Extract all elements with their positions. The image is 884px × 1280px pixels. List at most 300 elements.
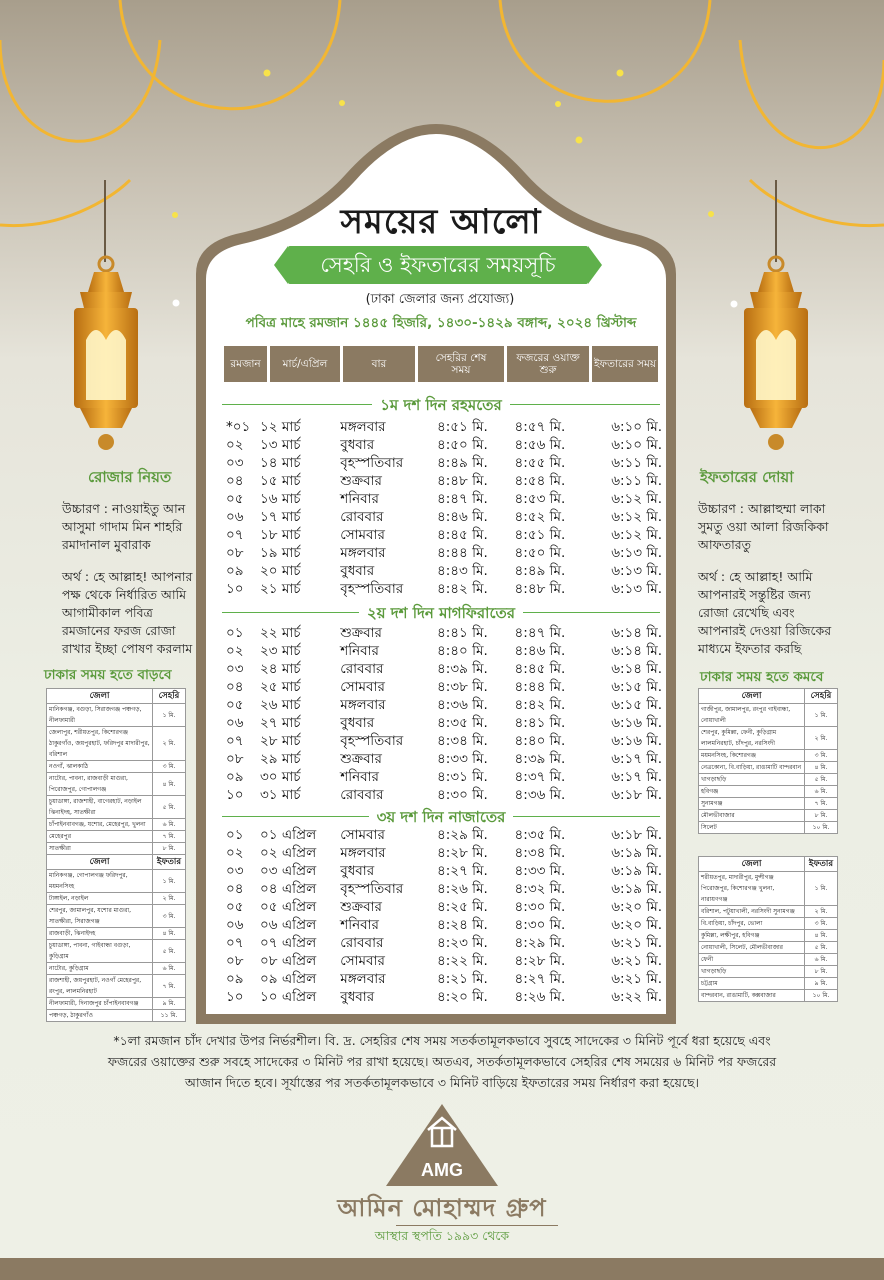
section-heading-1: ১ম দশ দিন রহমতের [222, 394, 660, 414]
district-row [47, 928, 186, 940]
table-cell: ১০ এপ্রিল [260, 989, 317, 1005]
table-cell: ৪:২২ মি. [436, 953, 488, 969]
district-names: নাটোর, পাবনা, রাজবাড়ী মাগুরা, পিরোজপুর, গোপালগঞ্জ [47, 773, 153, 796]
page-title: সময়ের আলো [340, 202, 542, 242]
table-cell: শুক্রবার [340, 899, 382, 915]
table-cell: ৪:৩৪ মি. [436, 733, 488, 749]
table-cell: *০১ [226, 419, 251, 435]
table-cell: ৪:৩৫ মি. [436, 715, 488, 731]
table-cell: রোববার [340, 509, 384, 525]
table-cell: ১৪ মার্চ [260, 455, 301, 471]
table-cell: ৪:৩৮ মি. [436, 679, 488, 695]
district-offset: ৩ মি. [153, 905, 186, 928]
district-row [47, 831, 186, 843]
table-cell: ৪:২০ মি. [436, 989, 488, 1005]
district-names: খাগড়াছড়ি [699, 966, 805, 978]
table-cell: ০২ [226, 437, 244, 453]
svg-text:AMG: AMG [421, 1160, 463, 1180]
niyat-meaning: অর্থ : হে আল্লাহ! আপনার পক্ষ থেকে নির্ধারিত আমি আগামীকাল পবিত্র রমজানের ফরজ রোজা রাখার ইচ্ছা পোষণ করলাম [62, 569, 193, 656]
table-row [222, 768, 662, 786]
table-cell: ০২ [226, 845, 244, 861]
table-cell: ৪:২৯ মি. [436, 827, 488, 843]
dua-title: ইফতারের দোয়া [700, 468, 794, 486]
table-row [222, 454, 662, 472]
district-row [699, 810, 838, 822]
table-cell: ২৪ মার্চ [260, 661, 301, 677]
col-sehri: সেহরির শেষ সময় [418, 346, 504, 382]
table-cell: ৪:৪৯ মি. [514, 563, 566, 579]
table-cell: ৬:২১ মি. [611, 953, 663, 969]
table-cell: ৩০ মার্চ [260, 769, 301, 785]
table-cell: শুক্রবার [340, 751, 382, 767]
district-names: ফেনী [699, 954, 805, 966]
table-row [222, 642, 662, 660]
table-row [222, 714, 662, 732]
table-cell: ৪:৪৬ মি. [436, 509, 488, 525]
district-row [699, 918, 838, 930]
table-cell: ৬:১৫ মি. [611, 679, 663, 695]
table-row [222, 624, 662, 642]
table-cell: ০৩ [226, 863, 244, 879]
table-cell: ৪:৫৬ মি. [514, 437, 566, 453]
table-cell: ৬:১৩ মি. [611, 545, 663, 561]
table-cell: ৪:৩৩ মি. [514, 863, 566, 879]
table-cell: সোমবার [340, 953, 385, 969]
table-cell: ৬:২২ মি. [611, 989, 663, 1005]
table-cell: ২৯ মার্চ [260, 751, 301, 767]
district-offset: ২ মি. [153, 727, 186, 761]
district-names: নীলফামারী, দিনাজপুর চাঁপাইনবাবগঞ্জ [47, 998, 153, 1010]
table-row [222, 786, 662, 804]
table-row [222, 562, 662, 580]
amg-logo-icon [384, 1102, 500, 1188]
table-row [222, 678, 662, 696]
district-row [699, 978, 838, 990]
table-cell: ৬:১২ মি. [611, 491, 663, 507]
table-cell: ২২ মার্চ [260, 625, 301, 641]
table-cell: ১০ [226, 787, 244, 803]
col-iftar: ইফতারের সময় [592, 346, 658, 382]
table-cell: বৃহস্পতিবার [340, 733, 404, 749]
table-row [222, 472, 662, 490]
table-cell: ০৯ [226, 971, 244, 987]
table-cell: ৬:১৯ মি. [611, 863, 663, 879]
table-cell: বুধবার [340, 989, 375, 1005]
table-cell: ৪:৩৩ মি. [436, 751, 488, 767]
table-cell: ৬:১৭ মি. [611, 769, 663, 785]
table-row [222, 750, 662, 768]
dua-text: উচ্চারণ : আল্লাহুম্মা লাকা সুমতু ওয়া আলা রিজকিকা আফতারতু [698, 501, 829, 552]
table-cell: ৬:১৯ মি. [611, 845, 663, 861]
district-names: বান্দরবান, রাঙামাটি, কক্সবাজার [699, 990, 805, 1002]
table-cell: বৃহস্পতিবার [340, 455, 404, 471]
table-cell: ০৩ এপ্রিল [260, 863, 317, 879]
district-names: কুমিল্লা, লক্ষীপুর, হবিগঞ্জ [699, 930, 805, 942]
district-names: নওগাঁ, ঝালকাঠি [47, 761, 153, 773]
table-cell: ৪:৩০ মি. [514, 899, 566, 915]
table-row [222, 826, 662, 844]
district-offset: ৯ মি. [805, 978, 838, 990]
table-cell: ১০ [226, 989, 244, 1005]
table-cell: ৪:৫৪ মি. [514, 473, 566, 489]
table-cell: ২৮ মার্চ [260, 733, 301, 749]
table-cell: ৪:৪৮ মি. [436, 473, 488, 489]
district-row [47, 1010, 186, 1022]
table-cell: ৬:২০ মি. [611, 899, 663, 915]
table-cell: ৬:২১ মি. [611, 935, 663, 951]
table-cell: ০৮ [226, 751, 244, 767]
district-names: সুনামগঞ্জ [699, 798, 805, 810]
district-row [47, 761, 186, 773]
district-row [47, 905, 186, 928]
table-cell: ৪:৩৯ মি. [514, 751, 566, 767]
table-cell: ৪:৫৫ মি. [514, 455, 566, 471]
subtitle-ribbon: সেহরি ও ইফতারের সময়সূচি [288, 246, 588, 284]
district-row [47, 704, 186, 727]
table-cell: ২০ মার্চ [260, 563, 301, 579]
table-cell: ০৪ [226, 881, 244, 897]
table-cell: ৪:৩০ মি. [514, 917, 566, 933]
table-cell: ৪:৩০ মি. [436, 787, 488, 803]
district-names: মৌলভীবাজার [699, 810, 805, 822]
district-names: রাজবাড়ী, ঝিনাইদহ [47, 928, 153, 940]
table-cell: ০২ এপ্রিল [260, 845, 317, 861]
table-cell: ৪:৩৬ মি. [514, 787, 566, 803]
section-rows-1 [222, 418, 662, 598]
district-offset: ৬ মি. [805, 786, 838, 798]
section-rows-2 [222, 624, 662, 804]
district-row [47, 998, 186, 1010]
table-cell: বৃহস্পতিবার [340, 581, 404, 597]
district-offset: ১ মি. [153, 870, 186, 893]
col-fajr: ফজরের ওয়াক্ত শুরু [507, 346, 589, 382]
table-row [222, 934, 662, 952]
table-row [222, 526, 662, 544]
table-cell: ০৫ [226, 899, 244, 915]
district-offset: ৫ মি. [153, 796, 186, 819]
table-cell: ০৭ [226, 733, 244, 749]
table-cell: ০৮ [226, 545, 244, 561]
table-cell: ২৭ মার্চ [260, 715, 301, 731]
table-cell: ০১ [226, 625, 244, 641]
district-names: মেহেরপুর [47, 831, 153, 843]
left-lantern-icon [66, 250, 146, 460]
table-cell: ৬:১৭ মি. [611, 751, 663, 767]
table-cell: মঙ্গলবার [340, 419, 386, 435]
table-cell: ০৭ এপ্রিল [260, 935, 317, 951]
table-cell: বুধবার [340, 563, 375, 579]
table-cell: শুক্রবার [340, 625, 382, 641]
district-offset: ৮ মি. [805, 966, 838, 978]
district-names: নোয়াখালী, সিলেট, মৌলভীবাজার [699, 942, 805, 954]
right-sehri-table: জেলা সেহরি গাজীপুর, জামালপুর, রংপুর গাইবান্ধা, নোয়াখালী ১ মি. শেরপুর, কুমিল্লা, ফেনী, কুড়িগ্রাম লালমনিরহাট, চাঁদপুর, নরসিংদী ২ মি. ময়মনসিংহ, কিশোরগঞ্জ ৩ মি. নেত্রকোনা, বি.বাড়িয়া, রাঙামাটি বান্দরবান ৪ মি. খাগড়াছড়ি ৫ মি. হবিগঞ্জ ৬ মি. সুনামগঞ্জ ৭ মি. মৌলভীবাজার ৮ মি. সিলেট ১০ মি. [698, 688, 838, 834]
table-row [222, 436, 662, 454]
table-cell: ৪:৫৩ মি. [514, 491, 566, 507]
district-row [699, 954, 838, 966]
table-cell: সোমবার [340, 679, 385, 695]
dua-meaning: অর্থ : হে আল্লাহ! আমি আপনারই সন্তুষ্টির জন্য রোজা রেখেছি এবং আপনারই দেওয়া রিজিকের মাধ্যমে ইফতার করছি [698, 569, 832, 656]
district-names: খাগড়াছড়ি [699, 774, 805, 786]
table-cell: শনিবার [340, 643, 379, 659]
district-offset: ২ মি. [805, 906, 838, 918]
district-row [699, 750, 838, 762]
table-cell: ০৯ [226, 563, 244, 579]
table-cell: ৬:১৪ মি. [611, 625, 663, 641]
district-offset: ১০ মি. [805, 822, 838, 834]
district-offset: ৬ মি. [805, 954, 838, 966]
district-offset: ৯ মি. [153, 998, 186, 1010]
table-cell: ৪:৪০ মি. [514, 733, 566, 749]
district-offset: ৬ মি. [153, 963, 186, 975]
table-cell: ৪:২৬ মি. [436, 881, 488, 897]
district-row [47, 963, 186, 975]
table-row [222, 952, 662, 970]
district-names: সাতক্ষীরা [47, 843, 153, 855]
table-cell: ১০ [226, 581, 244, 597]
district-names: চুয়াডাঙ্গা, পাবনা, গাইবান্ধা বগুড়া, কুড়িগ্রাম [47, 940, 153, 963]
table-cell: ০৮ এপ্রিল [260, 953, 317, 969]
table-cell: ০৩ [226, 661, 244, 677]
district-row [699, 906, 838, 918]
col-weekday: বার [343, 346, 415, 382]
right-lantern-icon [736, 250, 816, 460]
table-header [224, 346, 658, 382]
district-row [47, 727, 186, 761]
table-cell: ৪:৩৪ মি. [514, 845, 566, 861]
table-row [222, 580, 662, 598]
table-cell: ৪:৪৫ মি. [436, 527, 488, 543]
footnote: *১লা রমজান চাঁদ দেখার উপর নির্ভরশীল। বি. দ্র. সেহরির শেষ সময় সতর্কতামূলকভাবে সুবহে সাদেকের ৩ মিনিট পূর্বে ধরা হয়েছে এবং ফজরের ওয়াক্তের শুরু সবহে সাদেকের ৩ মিনিট পর রাখা হয়েছে। অতএব, সতর্কতামূলকভাবে সেহরির শেষ সময়ের ৬ মিনিট পর ফজরের আজান দিতে হবে। সূর্যাস্তের পর সতর্কতামূলকভাবে ৩ মিনিট বাড়িয়ে ইফতারের সময় নির্ধারণ করা হয়েছে। [107, 1033, 777, 1090]
table-cell: ৬:১২ মি. [611, 527, 663, 543]
table-cell: ৪:২৭ মি. [436, 863, 488, 879]
right-iftar-table: জেলা ইফতার শরীয়তপুর, মাদারীপুর, মুন্সীগঞ্জ পিরোজপুর, কিশোরগঞ্জ খুলনা, নারায়ণগঞ্জ ১ মি. বরিশাল, পটুয়াখালী, নরসিংদী সুনামগঞ্জ ২ মি. বি.বাড়িয়া, চাঁদপুর, ভোলা ৩ মি. কুমিল্লা, লক্ষীপুর, হবিগঞ্জ ৪ মি. নোয়াখালী, সিলেট, মৌলভীবাজার ৫ মি. ফেনী ৬ মি. খাগড়াছড়ি ৮ মি. চট্টগ্রাম ৯ মি. বান্দরবান, রাঙামাটি, কক্সবাজার ১০ মি. [698, 856, 838, 1002]
table-row [222, 508, 662, 526]
table-cell: ৬:১০ মি. [611, 419, 663, 435]
district-names: ময়মনসিংহ, কিশোরগঞ্জ [699, 750, 805, 762]
table-cell: ১৫ মার্চ [260, 473, 301, 489]
district-offset: ৪ মি. [805, 762, 838, 774]
table-cell: বুধবার [340, 863, 375, 879]
district-row [47, 893, 186, 905]
district-row [699, 798, 838, 810]
left-table-title: ঢাকার সময় হতে বাড়বে [44, 667, 172, 683]
table-cell: ০৬ [226, 917, 244, 933]
table-cell: ০১ [226, 827, 244, 843]
district-row [47, 975, 186, 998]
table-row [222, 880, 662, 898]
district-offset: ৪ মি. [805, 930, 838, 942]
table-cell: ৩১ মার্চ [260, 787, 301, 803]
table-cell: রোববার [340, 935, 384, 951]
district-row [699, 822, 838, 834]
table-cell: ৪:২৩ মি. [436, 935, 488, 951]
table-cell: ৬:১৮ মি. [611, 827, 663, 843]
district-names: নাটোর, কুড়িগ্রাম [47, 963, 153, 975]
table-cell: ৪:৩৫ মি. [514, 827, 566, 843]
district-offset: ৩ মি. [153, 761, 186, 773]
district-names: জেলাপুর, শরীয়তপুর, কিশোরগঞ্জ ঠাকুরগাঁও, জয়পুরহাট, ফরিদপুর মাদারীপুর, বরিশাল [47, 727, 153, 761]
table-cell: ৪:৫০ মি. [514, 545, 566, 561]
table-cell: শনিবার [340, 769, 379, 785]
niyat-title: রোজার নিয়ত [88, 468, 172, 486]
table-cell: ১৯ মার্চ [260, 545, 301, 561]
table-cell: বুধবার [340, 715, 375, 731]
table-cell: ১৬ মার্চ [260, 491, 301, 507]
district-names: চট্টগ্রাম [699, 978, 805, 990]
table-cell: ০৫ [226, 491, 244, 507]
district-offset: ১১ মি. [153, 1010, 186, 1022]
table-cell: ৪:৪৬ মি. [514, 643, 566, 659]
bottom-bar [0, 1258, 884, 1280]
table-cell: ৪:৫১ মি. [436, 419, 488, 435]
table-cell: ৬:১৯ মি. [611, 881, 663, 897]
left-iftar-table: জেলা ইফতার মানিকগঞ্জ, গোপালগঞ্জ ফরিদপুর, ময়মনসিংহ ১ মি. টাঙ্গাইল, নড়াইল ২ মি. শেরপুর, জামালপুর, যশোর মাগুরা, সাতক্ষীরা, সিরাজগঞ্জ ৩ মি. রাজবাড়ী, ঝিনাইদহ ৪ মি. চুয়াডাঙ্গা, পাবনা, গাইবান্ধা বগুড়া, কুড়িগ্রাম ৫ মি. নাটোর, কুড়িগ্রাম ৬ মি. রাজশাহী, জয়পুরহাট, নওগাঁ মেহেরপুর, রংপুর, লালমনিরহাট ৭ মি. নীলফামারী, দিনাজপুর চাঁপাইনবাবগঞ্জ ৯ মি. পঞ্চগড়, ঠাকুরগাঁও ১১ মি. [46, 854, 186, 1022]
brand-tagline: আস্থার স্থপতি ১৯৯৩ থেকে [374, 1228, 510, 1243]
table-cell: ৪:৩২ মি. [514, 881, 566, 897]
table-cell: ৪:৫২ মি. [514, 509, 566, 525]
district-row [699, 704, 838, 727]
district-offset: ৮ মি. [805, 810, 838, 822]
table-cell: ৪:৩৬ মি. [436, 697, 488, 713]
table-cell: ৪:২৮ মি. [514, 953, 566, 969]
col-ramadan: রমজান [224, 346, 267, 382]
table-cell: ১৮ মার্চ [260, 527, 301, 543]
table-row [222, 732, 662, 750]
niyat-text: উচ্চারণ : নাওয়াইতু আন আসুমা গাদাম মিন শাহরি রমাদানাল মুবারাক [62, 501, 186, 552]
district-names: বরিশাল, পটুয়াখালী, নরসিংদী সুনামগঞ্জ [699, 906, 805, 918]
table-row [222, 490, 662, 508]
brand-divider [396, 1225, 558, 1226]
district-row [47, 940, 186, 963]
table-row [222, 916, 662, 934]
table-cell: ৬:১০ মি. [611, 437, 663, 453]
table-cell: ৬:১১ মি. [611, 455, 663, 471]
table-cell: ৪:৩৯ মি. [436, 661, 488, 677]
table-cell: ০৪ [226, 473, 244, 489]
table-row [222, 844, 662, 862]
table-cell: ৪:২৭ মি. [514, 971, 566, 987]
table-cell: ৪:২১ মি. [436, 971, 488, 987]
district-names: শেরপুর, জামালপুর, যশোর মাগুরা, সাতক্ষীরা, সিরাজগঞ্জ [47, 905, 153, 928]
district-offset: ১ মি. [805, 872, 838, 906]
district-row [699, 762, 838, 774]
table-row [222, 544, 662, 562]
table-cell: ০৬ [226, 509, 244, 525]
district-offset: ৭ মি. [153, 975, 186, 998]
district-names: হবিগঞ্জ [699, 786, 805, 798]
district-offset: ৬ মি. [153, 819, 186, 831]
table-cell: ০৯ এপ্রিল [260, 971, 317, 987]
table-cell: ১২ মার্চ [260, 419, 301, 435]
table-cell: ০৫ এপ্রিল [260, 899, 317, 915]
district-row [47, 843, 186, 855]
table-cell: মঙ্গলবার [340, 971, 386, 987]
table-cell: ৪:২৬ মি. [514, 989, 566, 1005]
district-names: মানিকগঞ্জ, গোপালগঞ্জ ফরিদপুর, ময়মনসিংহ [47, 870, 153, 893]
table-cell: ৬:১১ মি. [611, 473, 663, 489]
table-row [222, 898, 662, 916]
table-cell: ৪:৫১ মি. [514, 527, 566, 543]
district-row [47, 773, 186, 796]
table-cell: ০৬ এপ্রিল [260, 917, 317, 933]
district-offset: ১ মি. [153, 704, 186, 727]
section-heading-2: ২য় দশ দিন মাগফিরাতের [222, 602, 660, 622]
table-cell: ০৯ [226, 769, 244, 785]
table-cell: ৪:৪৭ মি. [514, 625, 566, 641]
district-row [699, 966, 838, 978]
table-cell: ২৫ মার্চ [260, 679, 301, 695]
table-cell: শুক্রবার [340, 473, 382, 489]
table-cell: ৪:৪৪ মি. [514, 679, 566, 695]
district-names: নেত্রকোনা, বি.বাড়িয়া, রাঙামাটি বান্দরবান [699, 762, 805, 774]
district-names: চুয়াডাঙ্গা, রাজশাহী, বাগেরহাট, নড়াইল ঝিনাইদহ, সাতক্ষীরা [47, 796, 153, 819]
district-row [699, 786, 838, 798]
district-row [699, 930, 838, 942]
district-names: রাজশাহী, জয়পুরহাট, নওগাঁ মেহেরপুর, রংপুর, লালমনিরহাট [47, 975, 153, 998]
table-cell: ৪:২৮ মি. [436, 845, 488, 861]
table-row [222, 862, 662, 880]
table-cell: ০৭ [226, 935, 244, 951]
district-row [47, 870, 186, 893]
district-names: টাঙ্গাইল, নড়াইল [47, 893, 153, 905]
table-cell: ৪:৪৭ মি. [436, 491, 488, 507]
district-offset: ৫ মি. [805, 774, 838, 786]
table-cell: ৬:১৫ মি. [611, 697, 663, 713]
table-cell: শনিবার [340, 917, 379, 933]
table-cell: সোমবার [340, 827, 385, 843]
district-row [47, 796, 186, 819]
table-cell: ৪:৫৭ মি. [514, 419, 566, 435]
table-cell: ০৫ [226, 697, 244, 713]
table-cell: ৪:৩১ মি. [436, 769, 488, 785]
table-cell: ৪:৪৪ মি. [436, 545, 488, 561]
table-cell: ০৬ [226, 715, 244, 731]
district-offset: ৪ মি. [153, 928, 186, 940]
table-cell: ০২ [226, 643, 244, 659]
table-cell: ০৪ [226, 679, 244, 695]
table-cell: ৪:২৯ মি. [514, 935, 566, 951]
table-row [222, 696, 662, 714]
district-names: শেরপুর, কুমিল্লা, ফেনী, কুড়িগ্রাম লালমনিরহাট, চাঁদপুর, নরসিংদী [699, 727, 805, 750]
district-offset: ১ মি. [805, 704, 838, 727]
district-offset: ৭ মি. [153, 831, 186, 843]
district-names: চাঁপাইনবাবগঞ্জ, যশোর, মেহেরপুর, খুলনা [47, 819, 153, 831]
table-cell: ৬:১৮ মি. [611, 787, 663, 803]
table-cell: ৬:১৩ মি. [611, 581, 663, 597]
table-cell: ১৭ মার্চ [260, 509, 301, 525]
district-row [699, 774, 838, 786]
table-cell: ৬:১৪ মি. [611, 643, 663, 659]
district-offset: ৮ মি. [153, 843, 186, 855]
table-row [222, 988, 662, 1006]
table-cell: ৪:৪৫ মি. [514, 661, 566, 677]
table-cell: বৃহস্পতিবার [340, 881, 404, 897]
table-cell: ৪:২৪ মি. [436, 917, 488, 933]
table-cell: ৬:১৬ মি. [611, 733, 663, 749]
district-row [699, 942, 838, 954]
district-names: সিলেট [699, 822, 805, 834]
district-row [699, 990, 838, 1002]
district-names: পঞ্চগড়, ঠাকুরগাঁও [47, 1010, 153, 1022]
section-heading-3: ৩য় দশ দিন নাজাতের [222, 806, 660, 826]
district-offset: ৫ মি. [153, 940, 186, 963]
table-cell: রোববার [340, 661, 384, 677]
calendar-date-line: পবিত্র মাহে রমজান ১৪৪৫ হিজরি, ১৪৩০-১৪২৯ বঙ্গাব্দ, ২০২৪ খ্রিস্টাব্দ [245, 315, 637, 331]
table-cell: মঙ্গলবার [340, 845, 386, 861]
district-offset: ২ মি. [805, 727, 838, 750]
col-date: মার্চ/এপ্রিল [270, 346, 340, 382]
table-cell: ২৬ মার্চ [260, 697, 301, 713]
